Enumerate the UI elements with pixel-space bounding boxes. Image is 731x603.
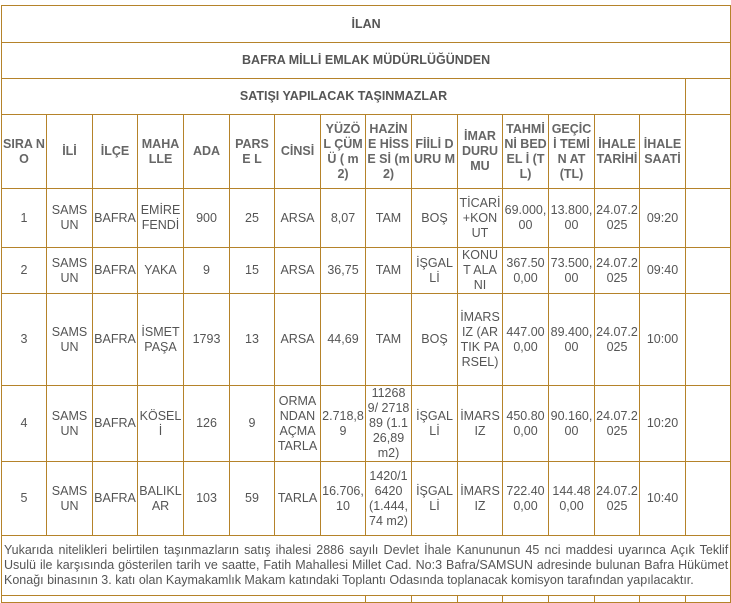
table-cell: 447.000,00 <box>503 294 549 386</box>
column-header: SIRA NO <box>2 115 47 189</box>
section-heading: SATIŞI YAPILACAK TAŞINMAZLAR <box>2 79 686 115</box>
table-cell: 103 <box>184 462 230 536</box>
empty-cell <box>458 596 503 603</box>
table-cell: 2 <box>2 248 47 294</box>
table-cell: 15 <box>230 248 275 294</box>
table-cell: SAMSUN <box>47 248 93 294</box>
table-cell: BOŞ <box>412 294 458 386</box>
column-header: CİNSİ <box>275 115 321 189</box>
column-header: İMAR DURU MU <box>458 115 503 189</box>
page-title: İLAN <box>2 6 731 43</box>
empty-cell <box>640 596 686 603</box>
table-cell: 24.07.2025 <box>595 248 640 294</box>
table-cell: İŞGALLİ <box>412 462 458 536</box>
table-row <box>2 248 731 294</box>
empty-cell <box>549 596 595 603</box>
table-cell: EMİRE FENDİ <box>138 189 184 248</box>
column-header: İLÇE <box>93 115 138 189</box>
column-header: İHALE SAATİ <box>640 115 686 189</box>
table-cell: 13.800,00 <box>549 189 595 248</box>
table-cell: SAMSUN <box>47 294 93 386</box>
empty-cell <box>686 294 731 386</box>
table-cell: 89.400,00 <box>549 294 595 386</box>
table-cell: SAMSUN <box>47 189 93 248</box>
table-cell: 59 <box>230 462 275 536</box>
table-cell: 2.718,89 <box>321 386 366 462</box>
table-cell: TİCARİ +KONUT <box>458 189 503 248</box>
table-cell: 16.706,10 <box>321 462 366 536</box>
table-cell: 4 <box>2 386 47 462</box>
table-cell: TAM <box>366 294 412 386</box>
ilan-table <box>1 5 731 603</box>
table-cell: 9 <box>230 386 275 462</box>
empty-cell <box>412 596 458 603</box>
table-cell: 36,75 <box>321 248 366 294</box>
table-cell: 144.480,00 <box>549 462 595 536</box>
table-cell: İMARSIZ <box>458 386 503 462</box>
column-header: İHALE TARİHİ <box>595 115 640 189</box>
table-header-row <box>2 115 731 189</box>
table-row <box>2 294 731 386</box>
table-cell: 25 <box>230 189 275 248</box>
table-cell: 1 <box>2 189 47 248</box>
table-cell: ARSA <box>275 248 321 294</box>
table-cell: 5 <box>2 462 47 536</box>
table-cell: KONUT ALANI <box>458 248 503 294</box>
table-cell: 1420/16420 (1.444,74 m2) <box>366 462 412 536</box>
table-cell: BAFRA <box>93 189 138 248</box>
table-cell: 24.07.2025 <box>595 189 640 248</box>
table-cell: 112689/ 271889 (1.126,89 m2) <box>366 386 412 462</box>
table-cell: BALIKLAR <box>138 462 184 536</box>
table-cell: YAKA <box>138 248 184 294</box>
table-cell: 8,07 <box>321 189 366 248</box>
table-cell: SAMSUN <box>47 462 93 536</box>
table-cell: KÖSELİ <box>138 386 184 462</box>
table-cell: TAM <box>366 189 412 248</box>
empty-cell <box>366 596 412 603</box>
table-cell: İŞGALLİ <box>412 248 458 294</box>
table-cell: 69.000,00 <box>503 189 549 248</box>
table-cell: İMARSIZ <box>458 462 503 536</box>
table-cell: 24.07.2025 <box>595 462 640 536</box>
empty-cell <box>686 386 731 462</box>
table-cell: İSMET PAŞA <box>138 294 184 386</box>
table-cell: 90.160,00 <box>549 386 595 462</box>
column-header: MAHA LLE <box>138 115 184 189</box>
table-cell: 44,69 <box>321 294 366 386</box>
table-cell: BAFRA <box>93 294 138 386</box>
column-header: YÜZÖL ÇÜMÜ ( m2) <box>321 115 366 189</box>
empty-cell <box>503 596 549 603</box>
table-cell: 722.400,00 <box>503 462 549 536</box>
empty-cell <box>595 596 640 603</box>
table-cell: SAMSUN <box>47 386 93 462</box>
auction-notice-text: Yukarıda nitelikleri belirtilen taşınmazların satış ihalesi 2886 sayılı Devlet İhale Kanununun 45 nci maddesi uyarınca Açık Teklif Usulü ile karşısında gösterilen tarih ve saatte, Fatih Mahallesi Millet Cad. No:3 Bafra/SAMSUN adresinde bulunan Bafra Hükümet Konağı binasının 3. katı olan Kaymakamlık Makam katındaki Toplantı Odasında toplanacak komisyon tarafından yapılacaktır. <box>2 536 731 596</box>
empty-cell <box>686 462 731 536</box>
table-cell: İMARSIZ (ARTIK PARSEL) <box>458 294 503 386</box>
empty-cell <box>686 596 731 603</box>
table-row <box>2 189 731 248</box>
table-cell: 367.500,00 <box>503 248 549 294</box>
column-header: İLİ <box>47 115 93 189</box>
empty-cell <box>686 189 731 248</box>
column-header: PARSE L <box>230 115 275 189</box>
empty-cell <box>686 79 731 115</box>
empty-cell <box>686 115 731 189</box>
table-cell: 9 <box>184 248 230 294</box>
table-row <box>2 386 731 462</box>
column-header: FİİLİ DURU M <box>412 115 458 189</box>
table-cell: 09:40 <box>640 248 686 294</box>
table-cell: 09:20 <box>640 189 686 248</box>
table-cell: 73.500,00 <box>549 248 595 294</box>
table-cell: 10:00 <box>640 294 686 386</box>
table-cell: ARSA <box>275 294 321 386</box>
table-cell: TAM <box>366 248 412 294</box>
table-cell: 126 <box>184 386 230 462</box>
table-cell: ARSA <box>275 189 321 248</box>
column-header: TAHMİ Nİ BEDEL İ (TL) <box>503 115 549 189</box>
table-cell: BAFRA <box>93 386 138 462</box>
table-cell: TARLA <box>275 462 321 536</box>
table-cell: 3 <box>2 294 47 386</box>
column-header: GEÇİCİ TEMİN AT (TL) <box>549 115 595 189</box>
table-cell: 10:40 <box>640 462 686 536</box>
table-cell: 10:20 <box>640 386 686 462</box>
table-cell: BAFRA <box>93 462 138 536</box>
table-cell: 13 <box>230 294 275 386</box>
empty-cell <box>2 596 366 603</box>
table-cell: 1793 <box>184 294 230 386</box>
authority-heading: BAFRA MİLLİ EMLAK MÜDÜRLÜĞÜNDEN <box>2 43 731 79</box>
column-header: ADA <box>184 115 230 189</box>
table-cell: 450.800,00 <box>503 386 549 462</box>
empty-cell <box>686 248 731 294</box>
table-cell: ORMANDAN AÇMA TARLA <box>275 386 321 462</box>
table-cell: BAFRA <box>93 248 138 294</box>
table-row <box>2 462 731 536</box>
table-cell: İŞGALLİ <box>412 386 458 462</box>
column-header: HAZİN E HİSSE Sİ (m2) <box>366 115 412 189</box>
table-cell: BOŞ <box>412 189 458 248</box>
table-cell: 24.07.2025 <box>595 386 640 462</box>
table-cell: 24.07.2025 <box>595 294 640 386</box>
table-cell: 900 <box>184 189 230 248</box>
